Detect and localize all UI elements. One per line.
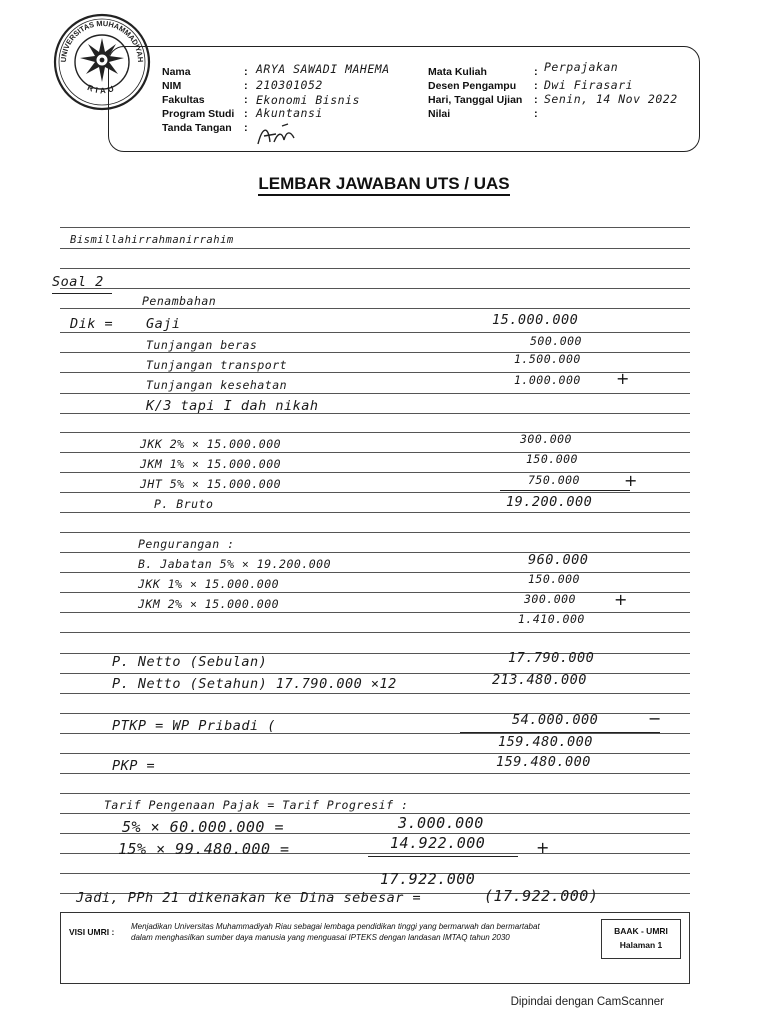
- value-ptkp: 54.000.000: [512, 712, 599, 728]
- ruled-line: [60, 332, 690, 333]
- line-tarif-5: 5% × 60.000.000 =: [122, 818, 285, 836]
- ruled-line: [60, 813, 690, 814]
- ruled-line: [60, 873, 690, 874]
- colon: :: [244, 66, 248, 78]
- ruled-line: [60, 352, 690, 353]
- line-netto-setahun: P. Netto (Setahun) 17.790.000 ×12: [112, 676, 397, 692]
- colon: :: [534, 108, 538, 120]
- line-jkk2: JKK 1% × 15.000.000: [138, 577, 280, 591]
- value-selisih: 159.480.000: [498, 734, 593, 750]
- ruled-line: [60, 248, 690, 249]
- line-jkk: JKK 2% × 15.000.000: [140, 437, 282, 451]
- value-jkk2: 150.000: [528, 572, 580, 586]
- value-nama: ARYA SAWADI MAHEMA: [256, 62, 390, 76]
- plus-sign: +: [614, 590, 628, 609]
- ruled-line: [60, 432, 690, 433]
- value-fakultas: Ekonomi Bisnis: [256, 93, 360, 107]
- label-prodi: Program Studi: [162, 108, 235, 120]
- line-tarif-15: 15% × 99.480.000 =: [118, 840, 290, 858]
- value-bruto: 19.200.000: [506, 494, 593, 510]
- plus-sign: +: [536, 838, 550, 857]
- line-jht: JHT 5% × 15.000.000: [140, 477, 282, 491]
- soal-heading: Soal 2: [52, 274, 104, 290]
- line-dik: Dik =: [70, 316, 114, 332]
- signature-scribble: [254, 122, 300, 148]
- value-netto-setahun: 213.480.000: [492, 672, 587, 688]
- label-nama: Nama: [162, 66, 191, 78]
- line-netto-sebulan: P. Netto (Sebulan): [112, 654, 268, 670]
- value-jkm: 150.000: [526, 452, 578, 466]
- value-jabatan: 960.000: [528, 552, 589, 568]
- colon: :: [244, 122, 248, 134]
- value-hari-tanggal: Senin, 14 Nov 2022: [544, 92, 678, 106]
- value-pkp: 159.480.000: [496, 754, 591, 770]
- ruled-line: [60, 452, 690, 453]
- colon: :: [534, 94, 538, 106]
- label-nim: NIM: [162, 80, 182, 92]
- label-tanda-tangan: Tanda Tangan: [162, 122, 232, 134]
- sum-line: [500, 490, 630, 491]
- ruled-line: [60, 673, 690, 674]
- ruled-line: [60, 512, 690, 513]
- value-jkm2: 300.000: [524, 592, 576, 606]
- baak-label: BAAK - UMRI: [614, 926, 668, 936]
- visi-text: Menjadikan Universitas Muhammadiyah Riau sebagai lembaga pendidikan tinggi yang bermarwah dan bermartabat dalam menghasilkan sumber daya manusia yang menguasai IPTEKS dengan landasan IMTAQ tahun 2030: [131, 922, 540, 942]
- page-title-text: LEMBAR JAWABAN UTS / UAS: [258, 174, 509, 196]
- ruled-line: [60, 592, 690, 593]
- line-jkm: JKM 1% × 15.000.000: [140, 457, 282, 471]
- ruled-line: [60, 572, 690, 573]
- line-tarif: Tarif Pengenaan Pajak = Tarif Progresif :: [104, 798, 409, 812]
- svg-text:RIAU: RIAU: [86, 82, 118, 96]
- line-pkp: PKP =: [112, 758, 156, 774]
- ruled-line: [60, 612, 690, 613]
- line-jabatan: B. Jabatan 5% × 19.200.000: [138, 557, 332, 571]
- line-gaji: Gaji: [146, 316, 181, 332]
- line-ptkp: PTKP = WP Pribadi (: [112, 718, 276, 734]
- line-jkm2: JKM 2% × 15.000.000: [138, 597, 280, 611]
- line-kesehatan: Tunjangan kesehatan: [146, 378, 288, 392]
- line-k3: K/3 tapi I dah nikah: [146, 398, 319, 414]
- value-total-pajak: 17.922.000: [380, 870, 476, 888]
- camscanner-watermark: Dipindai dengan CamScanner: [510, 996, 664, 1008]
- value-total-pengurangan: 1.410.000: [518, 612, 585, 626]
- plus-sign: +: [624, 471, 638, 490]
- ruled-line: [60, 532, 690, 533]
- label-fakultas: Fakultas: [162, 94, 205, 106]
- value-nim: 210301052: [256, 78, 323, 92]
- value-jkk: 300.000: [520, 432, 572, 446]
- plus-sign: +: [616, 369, 630, 388]
- page-number: Halaman 1: [619, 940, 663, 950]
- colon: :: [534, 66, 538, 78]
- baak-box: [601, 919, 681, 959]
- ruled-line: [60, 372, 690, 373]
- ruled-line: [60, 393, 690, 394]
- ruled-line: [60, 492, 690, 493]
- value-kesimpulan: (17.922.000): [484, 887, 599, 905]
- colon: :: [244, 94, 248, 106]
- sum-line: [368, 856, 518, 857]
- soal-underline: [52, 293, 112, 294]
- label-dosen: Desen Pengampu: [428, 80, 517, 92]
- svg-text:UNIVERSITAS MUHAMMADIYAH: UNIVERSITAS MUHAMMADIYAH: [58, 18, 146, 63]
- ruled-line: [60, 227, 690, 228]
- ruled-line: [60, 308, 690, 309]
- colon: :: [534, 80, 538, 92]
- ruled-line: [60, 288, 690, 289]
- value-netto-sebulan: 17.790.000: [508, 650, 595, 666]
- colon: :: [244, 80, 248, 92]
- ruled-line: [60, 793, 690, 794]
- ruled-line: [60, 472, 690, 473]
- line-transport: Tunjangan transport: [146, 358, 288, 372]
- value-transport: 1.500.000: [514, 352, 581, 366]
- ruled-line: [60, 753, 690, 754]
- value-tarif-15: 14.922.000: [390, 834, 486, 852]
- label-mata-kuliah: Mata Kuliah: [428, 66, 487, 78]
- ruled-line: [60, 693, 690, 694]
- line-pengurangan: Pengurangan :: [138, 537, 235, 551]
- difference-line: [460, 732, 660, 733]
- value-tarif-5: 3.000.000: [398, 814, 484, 832]
- footer-box: [60, 912, 690, 984]
- value-gaji: 15.000.000: [492, 312, 579, 328]
- colon: :: [244, 108, 248, 120]
- value-beras: 500.000: [530, 334, 582, 348]
- value-mata-kuliah: Perpajakan: [544, 60, 619, 74]
- line-beras: Tunjangan beras: [146, 338, 258, 352]
- line-penambahan: Penambahan: [142, 294, 217, 308]
- label-hari-tanggal: Hari, Tanggal Ujian: [428, 94, 523, 106]
- page-title: [0, 174, 768, 194]
- line-kesimpulan: Jadi, PPh 21 dikenakan ke Dina sebesar =: [76, 890, 422, 906]
- ruled-line: [60, 552, 690, 553]
- minus-sign: −: [648, 709, 662, 728]
- visi-label: VISI UMRI :: [69, 927, 115, 937]
- greeting: Bismillahirrahmanirrahim: [70, 234, 234, 246]
- ruled-line: [60, 268, 690, 269]
- ruled-line: [60, 632, 690, 633]
- value-prodi: Akuntansi: [256, 106, 323, 120]
- value-jht: 750.000: [528, 473, 580, 487]
- value-dosen: Dwi Firasari: [544, 78, 634, 92]
- line-bruto: P. Bruto: [154, 497, 214, 511]
- label-nilai: Nilai: [428, 108, 451, 120]
- value-kesehatan: 1.000.000: [514, 373, 581, 387]
